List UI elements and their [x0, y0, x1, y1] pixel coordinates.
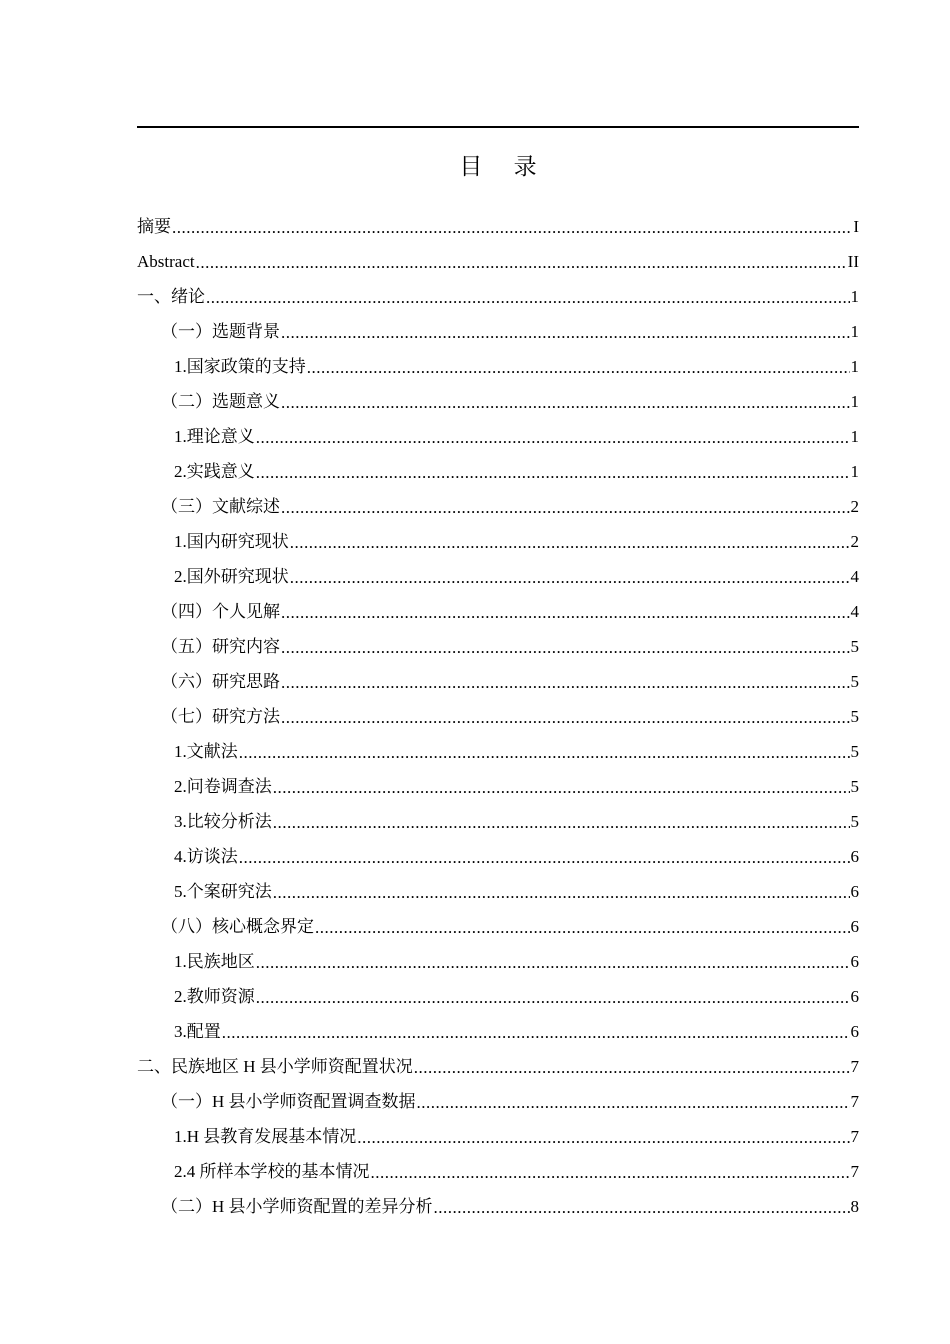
toc-entry[interactable] [137, 1189, 859, 1224]
toc-entry-title: 1.国内研究现状 [174, 531, 289, 551]
toc-dot-leader [256, 953, 850, 973]
toc-entry-page-number: 6 [850, 986, 859, 1006]
toc-entry-title: 3.比较分析法 [174, 811, 272, 831]
toc-entry-page-number: 1 [850, 426, 859, 446]
toc-entry-title: 1.国家政策的支持 [174, 356, 306, 376]
toc-entry-title: 2.教师资源 [174, 986, 255, 1006]
toc-entry-page-number: 4 [850, 601, 859, 621]
toc-entry[interactable] [137, 699, 859, 734]
toc-entry[interactable] [137, 979, 859, 1014]
toc-entry-page-number: 1 [850, 321, 859, 341]
toc-entry[interactable] [137, 1119, 859, 1154]
toc-entry-title: 摘要 [137, 216, 171, 236]
toc-entry-page-number: 8 [850, 1196, 859, 1216]
toc-entry[interactable] [137, 349, 859, 384]
toc-dot-leader [371, 1163, 850, 1183]
toc-dot-leader [281, 393, 850, 413]
toc-entry-title: （六）研究思路 [161, 671, 280, 691]
toc-entry-page-number: 5 [850, 741, 859, 761]
toc-dot-leader [256, 988, 850, 1008]
toc-dot-leader [273, 883, 850, 903]
toc-entry[interactable] [137, 559, 859, 594]
toc-dot-leader [273, 778, 850, 798]
toc-heading: 目 录 [459, 154, 549, 180]
toc-dot-leader [434, 1198, 850, 1218]
toc-entry[interactable] [137, 279, 859, 314]
toc-dot-leader [281, 638, 850, 658]
toc-entry[interactable] [137, 1154, 859, 1189]
toc-entry[interactable] [137, 804, 859, 839]
toc-entry-title: 2.国外研究现状 [174, 566, 289, 586]
toc-entry[interactable] [137, 629, 859, 664]
table-of-contents [137, 209, 859, 1224]
toc-entry[interactable] [137, 1084, 859, 1119]
toc-entry-title: 2.问卷调查法 [174, 776, 272, 796]
toc-entry-page-number: 1 [850, 391, 859, 411]
toc-dot-leader [239, 743, 850, 763]
toc-dot-leader [256, 428, 850, 448]
toc-entry[interactable] [137, 839, 859, 874]
toc-entry-page-number: 5 [850, 636, 859, 656]
toc-entry[interactable] [137, 909, 859, 944]
toc-entry-page-number: II [847, 251, 859, 271]
toc-entry-title: 一、绪论 [137, 286, 205, 306]
toc-entry-page-number: 5 [850, 671, 859, 691]
toc-entry-page-number: 7 [850, 1056, 859, 1076]
toc-entry-title: 5.个案研究法 [174, 881, 272, 901]
toc-entry[interactable] [137, 734, 859, 769]
toc-entry[interactable] [137, 1014, 859, 1049]
toc-dot-leader [206, 288, 850, 308]
toc-entry-title: 1.理论意义 [174, 426, 255, 446]
toc-entry-title: 2.4 所样本学校的基本情况 [174, 1161, 370, 1181]
toc-entry-title: （八）核心概念界定 [161, 916, 314, 936]
toc-entry-title: 二、民族地区 H 县小学师资配置状况 [137, 1056, 413, 1076]
toc-entry-page-number: 2 [850, 496, 859, 516]
toc-entry-title: 3.配置 [174, 1021, 221, 1041]
toc-dot-leader [290, 568, 850, 588]
toc-dot-leader [307, 358, 850, 378]
toc-entry-page-number: 2 [850, 531, 859, 551]
toc-entry-title: （五）研究内容 [161, 636, 280, 656]
toc-entry-page-number: 6 [850, 916, 859, 936]
toc-entry[interactable] [137, 769, 859, 804]
toc-dot-leader [281, 603, 850, 623]
toc-entry[interactable] [137, 594, 859, 629]
toc-entry[interactable] [137, 314, 859, 349]
toc-entry-title: （二）H 县小学师资配置的差异分析 [161, 1196, 433, 1216]
toc-entry-page-number: 7 [850, 1126, 859, 1146]
toc-dot-leader [357, 1128, 849, 1148]
toc-entry-page-number: 5 [850, 706, 859, 726]
toc-dot-leader [414, 1058, 850, 1078]
toc-entry-page-number: 6 [850, 951, 859, 971]
toc-entry-page-number: 1 [850, 286, 859, 306]
toc-entry[interactable] [137, 384, 859, 419]
toc-entry-page-number: 7 [850, 1161, 859, 1181]
toc-entry-page-number: 1 [850, 356, 859, 376]
toc-entry-title: （二）选题意义 [161, 391, 280, 411]
toc-entry[interactable] [137, 244, 859, 279]
toc-entry-page-number: 6 [850, 881, 859, 901]
toc-entry-title: （三）文献综述 [161, 496, 280, 516]
toc-dot-leader [290, 533, 850, 553]
toc-entry-title: （一）H 县小学师资配置调查数据 [161, 1091, 416, 1111]
toc-entry[interactable] [137, 419, 859, 454]
toc-entry-title: （七）研究方法 [161, 706, 280, 726]
toc-entry-title: Abstract [137, 251, 195, 271]
toc-dot-leader [196, 253, 847, 273]
toc-entry-title: 1.H 县教育发展基本情况 [174, 1126, 357, 1146]
toc-dot-leader [417, 1093, 850, 1113]
toc-entry[interactable] [137, 524, 859, 559]
toc-entry-page-number: 4 [850, 566, 859, 586]
toc-entry-title: （四）个人见解 [161, 601, 280, 621]
toc-entry-title: 1.民族地区 [174, 951, 255, 971]
toc-dot-leader [281, 708, 850, 728]
toc-entry[interactable] [137, 1049, 859, 1084]
toc-entry-title: 1.文献法 [174, 741, 238, 761]
toc-entry[interactable] [137, 664, 859, 699]
toc-entry[interactable] [137, 454, 859, 489]
toc-dot-leader [273, 813, 850, 833]
toc-entry-page-number: 5 [850, 811, 859, 831]
toc-entry-page-number: I [853, 216, 859, 236]
toc-entry-title: （一）选题背景 [161, 321, 280, 341]
toc-entry[interactable] [137, 489, 859, 524]
toc-entry[interactable] [137, 944, 859, 979]
header-rule [137, 126, 859, 128]
toc-dot-leader [281, 323, 850, 343]
toc-dot-leader [315, 918, 850, 938]
toc-dot-leader [256, 463, 850, 483]
toc-entry-page-number: 1 [850, 461, 859, 481]
toc-entry-page-number: 5 [850, 776, 859, 796]
toc-entry-page-number: 6 [850, 1021, 859, 1041]
toc-entry-page-number: 6 [850, 846, 859, 866]
toc-entry[interactable] [137, 209, 859, 244]
toc-dot-leader [172, 218, 852, 238]
toc-dot-leader [222, 1023, 850, 1043]
toc-entry-page-number: 7 [850, 1091, 859, 1111]
toc-dot-leader [239, 848, 850, 868]
toc-dot-leader [281, 498, 850, 518]
toc-dot-leader [281, 673, 850, 693]
toc-entry-title: 4.访谈法 [174, 846, 238, 866]
toc-entry-title: 2.实践意义 [174, 461, 255, 481]
toc-entry[interactable] [137, 874, 859, 909]
